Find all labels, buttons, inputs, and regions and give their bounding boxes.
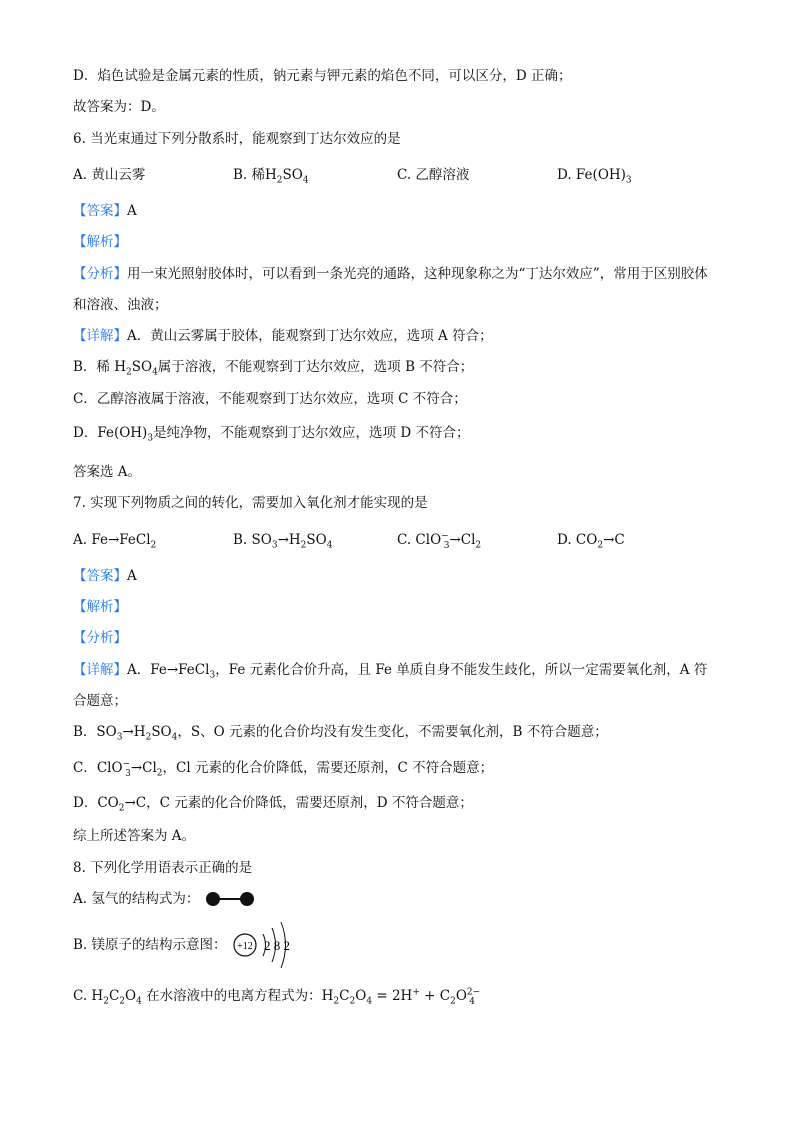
q5-option-d-explanation: D．焰色试验是金属元素的性质，钠元素与钾元素的焰色不同，可以区分，D 正确； (73, 68, 572, 84)
q7-option-d: D. $CO_2\to C$ (557, 532, 625, 551)
answer-tag: 【答案】 (73, 203, 127, 219)
electron-counts: 2 8 2 (264, 938, 290, 953)
magnesium-atom-structure-diagram (228, 916, 300, 974)
q6-option-c: C. 乙醇溶液 (397, 167, 470, 183)
q7-analysis-tag: 【解析】 (73, 599, 127, 615)
q6-option-b: B. 稀$H_2SO_4$ (233, 167, 309, 186)
hydrogen-atom-left (206, 892, 220, 906)
q7-xiangjie-a-1: 【详解】A．Fe→FeCl$_3$，Fe 元素化合价升高，且 Fe 单质自身不能发生歧化，所以一定需要氧化剂，A 符 (73, 662, 708, 681)
q8-stem: 8. 下列化学用语表示正确的是 (73, 860, 253, 876)
q6-stem: 6. 当光束通过下列分散系时，能观察到丁达尔效应的是 (73, 131, 401, 147)
q6-xiangjie-b: B．稀 $H_2SO_4$属于溶液，不能观察到丁达尔效应，选项 B 不符合； (73, 359, 474, 378)
q6-final-answer: 答案选 A。 (73, 464, 142, 480)
nucleus-charge: +12 (237, 941, 253, 952)
q7-answer (73, 566, 137, 586)
q7-xiangjie-a-2: 合题意； (73, 693, 127, 709)
q8-option-a: A. 氢气的结构式为： (73, 891, 200, 907)
q7-fenxi-tag: 【分析】 (73, 630, 127, 646)
q8-option-c: C. $H_2C_2O_4$ 在水溶液中的电离方程式为：$H_2C_2O_4 = 2H^+ + C_2O^{2-}_4$ (73, 987, 481, 1007)
answer-tag: 【答案】 (73, 568, 127, 584)
q6-answer (73, 201, 137, 221)
q6-analysis-tag: 【解析】 (73, 234, 127, 250)
q6-option-d: D. $Fe(OH)_3$ (557, 167, 632, 186)
q7-final-answer: 综上所述答案为 A。 (73, 828, 196, 844)
q6-fenxi-line-2: 和溶液、浊液； (73, 297, 168, 313)
q7-option-a: A. Fe→FeCl$_2$ (73, 532, 157, 551)
q5-answer: 故答案为：D。 (73, 99, 165, 115)
q7-xiangjie-c: C．$ClO^-_3\to Cl_2$，Cl 元素的化合价降低，需要还原剂，C 不符合题意； (73, 759, 494, 779)
q7-option-c: C. $ClO^-_3\to Cl_2$ (397, 531, 482, 551)
hydrogen-ball-stick-model (204, 889, 256, 909)
q7-xiangjie-b: B．$SO_3\to H_2SO_4$，S、O 元素的化合价均没有发生变化，不需要氧化剂，B 不符合题意； (73, 724, 608, 743)
q6-xiangjie-c: C．乙醇溶液属于溶液，不能观察到丁达尔效应，选项 C 不符合； (73, 391, 467, 407)
q7-xiangjie-d: D．$CO_2\to C$，C 元素的化合价降低，需要还原剂，D 不符合题意； (73, 795, 473, 814)
q7-option-b: B. $SO_3\to H_2SO_4$ (233, 532, 333, 551)
q8-option-b: B. 镁原子的结构示意图： (73, 937, 227, 953)
q7-stem: 7. 实现下列物质之间的转化，需要加入氧化剂才能实现的是 (73, 495, 428, 511)
q6-xiangjie-d: D．$Fe(OH)_3$是纯净物，不能观察到丁达尔效应，选项 D 不符合； (73, 425, 470, 444)
q6-xiangjie-a: 【详解】A．黄山云雾属于胶体，能观察到丁达尔效应，选项 A 符合； (73, 328, 493, 344)
hydrogen-atom-right (240, 892, 254, 906)
q6-fenxi-line-1: 【分析】用一束光照射胶体时，可以看到一条光亮的通路，这种现象称之为“丁达尔效应”，常用于区别胶体 (73, 266, 708, 282)
answer-value: A (127, 568, 137, 584)
q6-option-a: A. 黄山云雾 (73, 167, 146, 183)
answer-value: A (127, 203, 137, 219)
